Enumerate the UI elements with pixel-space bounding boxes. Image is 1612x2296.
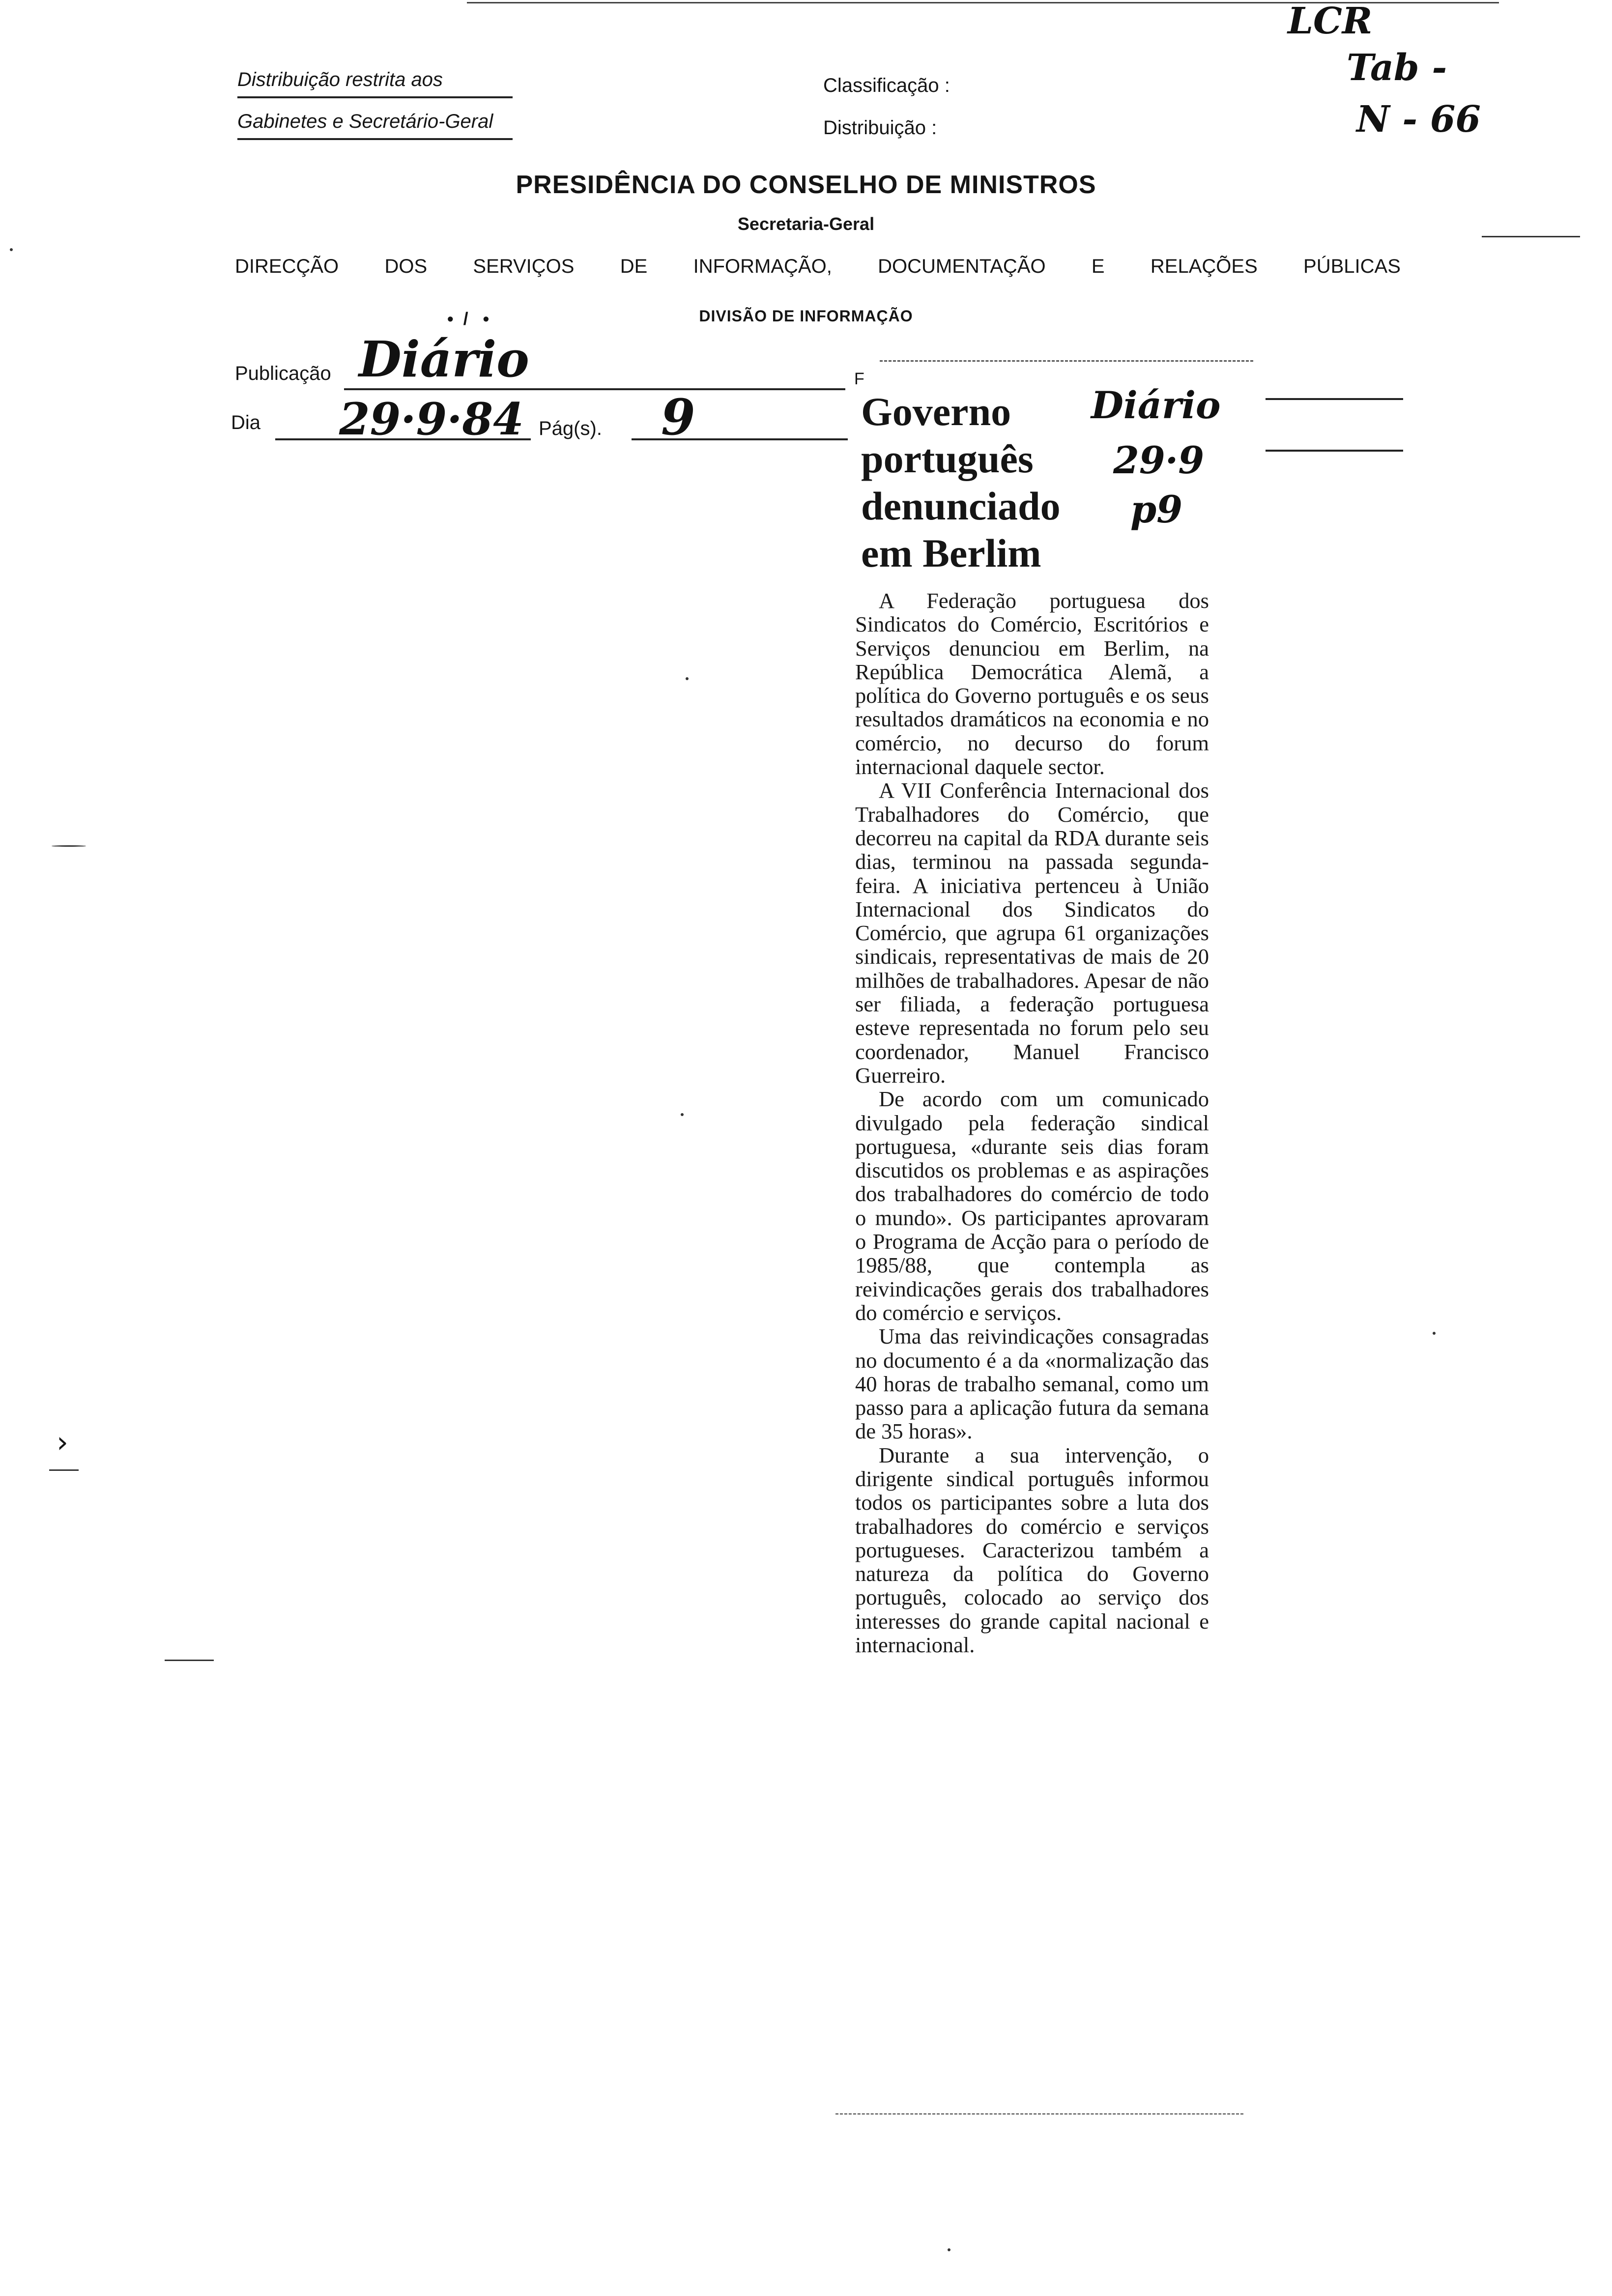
article-paragraph: A Federação portuguesa dos Sindicatos do Comércio, Escritórios e Serviços denunciou em Berlim, na República Democrática Alemã, a política do Governo português e os seus resultados dramáticos na economia e no comércio, no decurso do forum internacional daquele sector. [855, 588, 1209, 779]
headline-line: português [861, 436, 1034, 481]
direccao-word: DIRECÇÃO [235, 256, 339, 277]
margin-scan-mark [49, 1469, 79, 1471]
handwritten-note-diario: Diário [1091, 383, 1221, 427]
right-rule-2 [1266, 450, 1403, 452]
restricted-distribution-line1: Distribuição restrita aos [237, 69, 443, 91]
margin-scan-dot [1433, 1332, 1436, 1335]
dia-label: Dia [231, 412, 261, 433]
f-label: F [854, 370, 864, 388]
publicacao-line [344, 388, 845, 390]
direccao-word: DE [620, 256, 648, 277]
headline-line: Governo [861, 389, 1011, 434]
direccao-word: SERVIÇOS [473, 256, 575, 277]
dia-line [275, 438, 531, 440]
divisao-label: DIVISÃO DE INFORMAÇÃO [699, 307, 913, 325]
handwritten-note-page: p9 [1130, 488, 1183, 531]
margin-scan-mark [1482, 236, 1580, 237]
right-rule-1 [1266, 398, 1403, 400]
clipping-top-edge [880, 360, 1253, 362]
pag-value: 9 [661, 388, 695, 446]
direccao-word: PÚBLICAS [1303, 256, 1401, 277]
headline-line: denunciado [861, 484, 1061, 528]
direccao-word: RELAÇÕES [1150, 256, 1258, 277]
direccao-word: INFORMAÇÃO, [693, 256, 832, 277]
direccao-word: E [1091, 256, 1105, 277]
publicacao-label: Publicação [235, 363, 331, 384]
handwritten-reference-line2: Tab - [1347, 47, 1447, 89]
direccao-line [235, 256, 1401, 278]
margin-scan-dot [948, 2248, 950, 2251]
page-title: PRESIDÊNCIA DO CONSELHO DE MINISTROS [516, 171, 1096, 199]
direccao-word: DOS [384, 256, 428, 277]
classificacao-label: Classificação : [823, 75, 950, 96]
dia-value: 29·9·84 [339, 393, 524, 445]
restricted-distribution-line2: Gabinetes e Secretário-Geral [237, 111, 493, 133]
direccao-word: DOCUMENTAÇÃO [878, 256, 1046, 277]
margin-scan-bracket: › [57, 1425, 68, 1460]
margin-scan-mark [52, 845, 86, 847]
margin-scan-dot [686, 677, 689, 680]
pag-label: Pág(s). [539, 418, 602, 439]
handwritten-reference-line1: LCR [1288, 0, 1373, 42]
clipping-bottom-edge [835, 2113, 1243, 2115]
margin-scan-dot [681, 1113, 684, 1116]
article-body [855, 589, 1209, 1657]
pag-line [632, 438, 848, 440]
page-subtitle: Secretaria-Geral [737, 214, 875, 234]
underline [237, 96, 513, 98]
distribuicao-label: Distribuição : [823, 117, 937, 139]
headline-line: em Berlim [861, 531, 1041, 575]
decorative-marks: • / • [447, 309, 489, 329]
article-paragraph: Uma das reivindicações consagradas no documento é a da «normalização das 40 horas de trabalho semanal, como um passo para a aplicação futura da semana de 35 horas». [855, 1324, 1209, 1444]
article-paragraph: A VII Conferência Internacional dos Trabalhadores do Comércio, que decorreu na capital da RDA durante seis dias, terminou na passada segunda-feira. A iniciativa pertenceu à União Internacional dos Sindicatos do Comércio, que agrupa 61 organizações sindicais, representativas de mais de 20 milhões de trabalhadores. Apesar de não ser filiada, a federação portuguesa esteve representada no forum pelo seu coordenador, Manuel Francisco Guerreiro. [855, 778, 1209, 1088]
publicacao-value: Diário [359, 330, 529, 388]
margin-scan-mark [165, 1660, 214, 1661]
article-paragraph: Durante a sua intervenção, o dirigente sindical português informou todos os participantes sobre a luta dos trabalhadores do comércio e serviços portugueses. Caracterizou também a natureza da política do Governo português, colocado ao serviço dos interesses do grande capital nacional e internacional. [855, 1442, 1209, 1658]
margin-scan-dot [10, 248, 13, 251]
handwritten-note-date: 29·9 [1113, 438, 1205, 482]
article-paragraph: De acordo com um comunicado divulgado pela federação sindical portuguesa, «durante seis dias foram discutidos os problemas e as aspirações dos trabalhadores do comércio de todo o mundo». Os participantes aprovaram o Programa de Acção para o período de 1985/88, que contempla as reivindicações gerais dos trabalhadores do comércio e serviços. [855, 1087, 1209, 1325]
underline [237, 138, 513, 140]
handwritten-reference-line3: N - 66 [1356, 98, 1481, 141]
